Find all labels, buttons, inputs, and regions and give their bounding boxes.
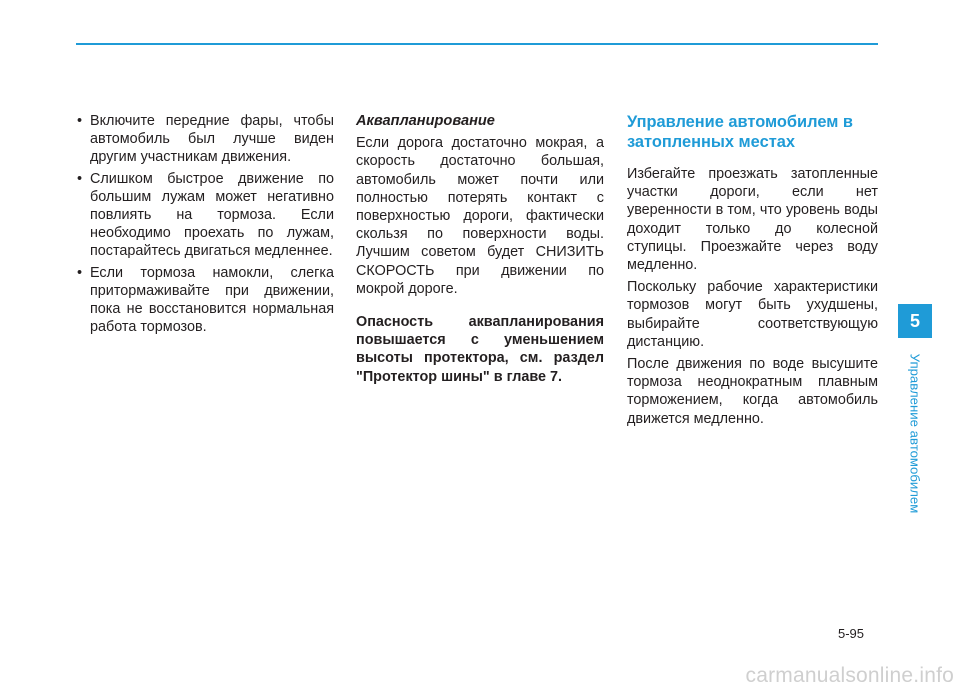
bullet-dot-icon: • (77, 113, 83, 129)
chapter-number-badge: 5 (898, 304, 932, 338)
section-heading: Управление автомобилем в затопленных местах (627, 113, 853, 151)
bullet-text: Слишком быстрое движение по большим лужам может негативно повлиять на тормоза. Если необходимо проехать по лужам, постарайтесь двигаться медленнее. (90, 170, 334, 260)
paragraph: Избегайте проезжать затопленные участки дороги, если нет уверенности в том, что уровень воды доходит только до колесной ступицы. Проезжайте через воду медленно. (627, 166, 878, 274)
middle-column (356, 112, 604, 390)
chapter-title: Управление автомобилем (907, 353, 923, 514)
right-column (627, 113, 878, 432)
top-rule (76, 43, 878, 45)
hydroplaning-heading: Аквапланирование (356, 113, 495, 129)
list-item (76, 170, 334, 261)
hydroplaning-warning: Опасность аквапланирования повышается с уменьшением высоты протектора, см. раздел "Протектор шины" в главе 7. (356, 314, 604, 385)
bullet-list (76, 112, 334, 336)
list-item (76, 264, 334, 337)
chapter-side-tab (898, 341, 932, 526)
left-column (76, 112, 334, 339)
bullet-text: Включите передние фары, чтобы автомобиль был лучше виден другим участникам движения. (90, 113, 334, 166)
list-item (76, 112, 334, 167)
page-number: 5-95 (838, 626, 865, 641)
watermark: carmanualsonline.info (745, 664, 954, 687)
paragraph: После движения по воде высушите тормоза неоднократным плавным торможением, когда автомобиль движется медленно. (627, 356, 878, 427)
bullet-dot-icon: • (77, 170, 83, 187)
bullet-text: Если тормоза намокли, слегка притормаживайте при движении, пока не восстановится нормальная работа тормозов. (90, 264, 334, 336)
bullet-dot-icon: • (77, 264, 83, 281)
hydroplaning-body: Если дорога достаточно мокрая, а скорость достаточно большая, автомобиль может почти или полностью потерять контакт с поверхностью дороги, фактически скользя по поверхности воды. Лучшим советом будет СНИЗИТЬ СКОРОСТЬ при движении по мокрой дороге. (356, 135, 604, 297)
paragraph: Поскольку рабочие характеристики тормозов могут быть ухудшены, выбирайте соответствующую дистанцию. (627, 279, 878, 350)
